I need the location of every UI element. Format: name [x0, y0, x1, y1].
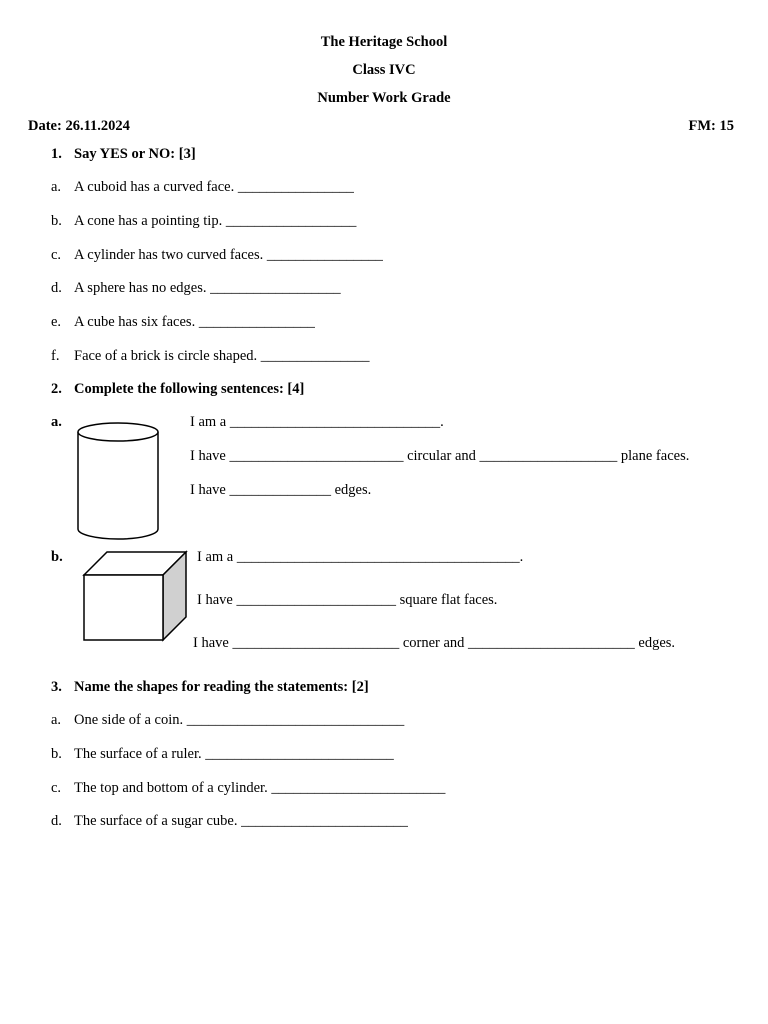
q3-item-letter: b.: [51, 746, 62, 762]
q1-item-letter: d.: [51, 280, 62, 296]
q3-number: 3.: [51, 679, 62, 695]
q1-item-letter: f.: [51, 348, 60, 364]
q2a-line1: I am a _____________________________.: [190, 414, 444, 430]
q2b-line3: I have _______________________ corner and _______________________ edges.: [193, 635, 676, 651]
q1-item-text: A sphere has no edges. __________________: [74, 280, 341, 296]
q2a-line2: I have ________________________ circular and ___________________ plane faces.: [190, 448, 690, 464]
q2a-letter: a.: [51, 414, 62, 430]
q3-item-text: The surface of a ruler. __________________________: [74, 746, 394, 762]
class-name: Class IVC: [352, 62, 416, 78]
exam-date: Date: 26.11.2024: [28, 118, 130, 134]
q3-item-text: The surface of a sugar cube. _______________________: [74, 813, 408, 829]
q1-item-letter: e.: [51, 314, 62, 330]
q2b-line2: I have ______________________ square flat faces.: [197, 592, 498, 608]
q3-item-letter: d.: [51, 813, 62, 829]
q1-item-text: A cuboid has a curved face. ________________: [74, 179, 354, 195]
q2b-letter: b.: [51, 549, 63, 565]
cube-figure: [82, 550, 188, 642]
q1-title: Say YES or NO: [3]: [74, 146, 196, 162]
q1-item-text: A cube has six faces. ________________: [74, 314, 315, 330]
q2b-line1: I am a _______________________________________.: [197, 549, 524, 565]
cylinder-figure: [74, 420, 166, 546]
subject-title: Number Work Grade: [317, 90, 451, 106]
q2a-line3: I have ______________ edges.: [190, 482, 372, 498]
q2-title: Complete the following sentences: [4]: [74, 381, 305, 397]
q1-item-letter: b.: [51, 213, 62, 229]
q1-item-letter: c.: [51, 247, 62, 263]
q1-item-text: A cone has a pointing tip. __________________: [74, 213, 357, 229]
q3-item-letter: c.: [51, 780, 62, 796]
q3-item-text: One side of a coin. ______________________________: [74, 712, 405, 728]
q3-title: Name the shapes for reading the statements: [2]: [74, 679, 369, 695]
school-name: The Heritage School: [320, 34, 448, 50]
q3-item-text: The top and bottom of a cylinder. ________________________: [74, 780, 446, 796]
q1-item-text: A cylinder has two curved faces. ________________: [74, 247, 383, 263]
q2-number: 2.: [51, 381, 62, 397]
q1-number: 1.: [51, 146, 62, 162]
full-marks: FM: 15: [688, 118, 734, 134]
q1-item-text: Face of a brick is circle shaped. _______________: [74, 348, 370, 364]
q1-item-letter: a.: [51, 179, 62, 195]
q3-item-letter: a.: [51, 712, 62, 728]
